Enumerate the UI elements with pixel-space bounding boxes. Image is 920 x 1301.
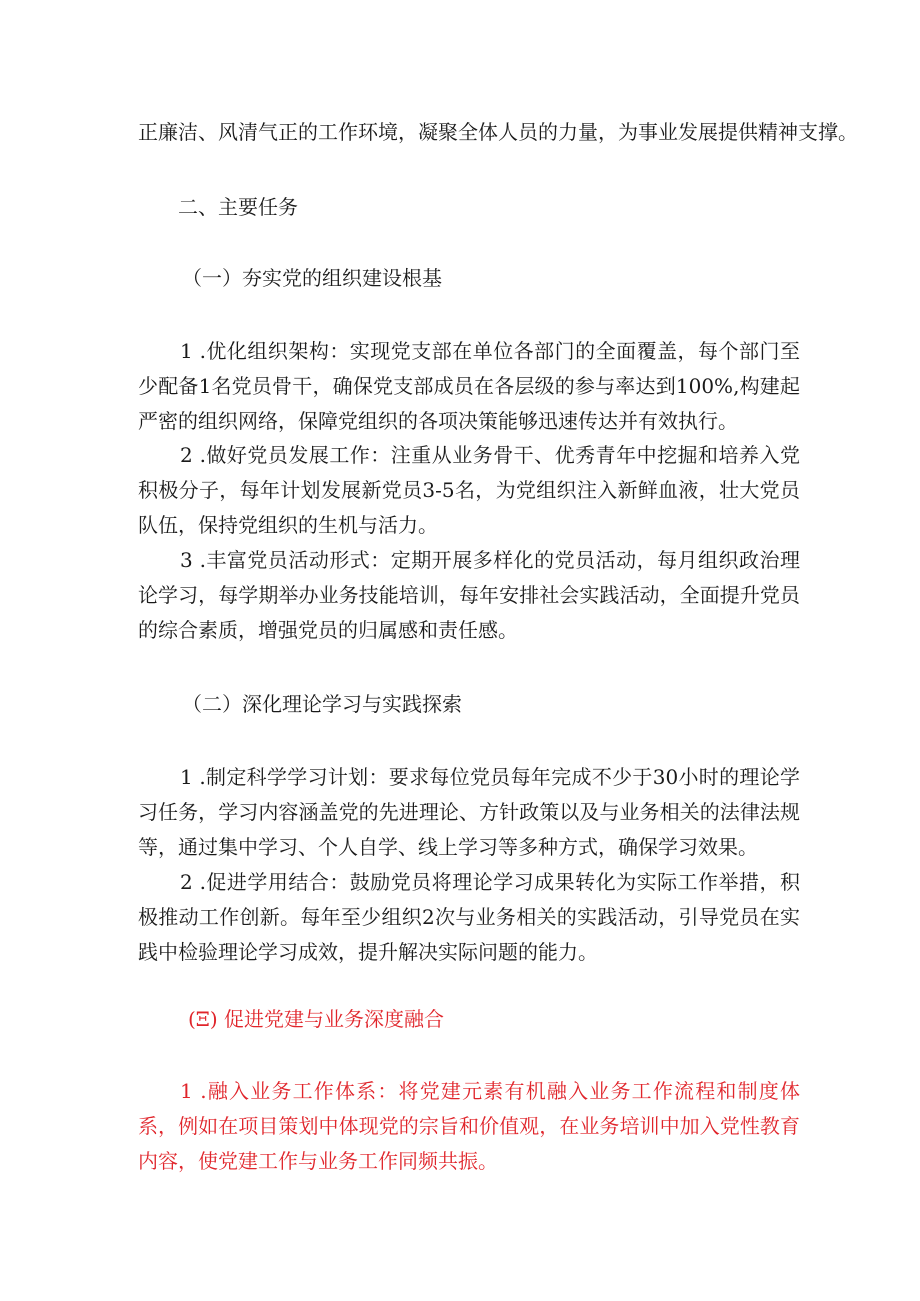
section-two-heading: 二、主要任务	[178, 195, 298, 219]
opening-line: 正廉洁、风清气正的工作环境，凝聚全体人员的力量，为事业发展提供精神支撑。	[138, 120, 858, 144]
sub1-item-2: 2 .做好党员发展工作：注重从业务骨干、优秀青年中挖掘和培养入党积极分子，每年计划发展新党员3-5名，为党组织注入新鲜血液，壮大党员队伍，保持党组织的生机与活力。	[138, 443, 800, 537]
sub1-item-3: 3 .丰富党员活动形式：定期开展多样化的党员活动，每月组织政治理论学习，每学期举办业务技能培训，每年安排社会实践活动，全面提升党员的综合素质，增强党员的归属感和责任感。	[138, 548, 800, 642]
sub2-item-1: 1 .制定科学学习计划：要求每位党员每年完成不少于30小时的理论学习任务，学习内容涵盖党的先进理论、方针政策以及与业务相关的法律法规等，通过集中学习、个人自学、线上学习等多种方式，确保学习效果。	[138, 765, 800, 859]
sub3-item-1: 1 .融入业务工作体系：将党建元素有机融入业务工作流程和制度体系，例如在项目策划中体现党的宗旨和价值观，在业务培训中加入党性教育内容，使党建工作与业务工作同频共振。	[138, 1079, 800, 1173]
sub2-item-2: 2 .促进学用结合：鼓励党员将理论学习成果转化为实际工作举措，积极推动工作创新。每年至少组织2次与业务相关的实践活动，引导党员在实践中检验理论学习成效，提升解决实际问题的能力。	[138, 870, 800, 964]
sub1-item-1: 1 .优化组织架构：实现党支部在单位各部门的全面覆盖，每个部门至少配备1名党员骨干，确保党支部成员在各层级的参与率达到100%,构建起严密的组织网络，保障党组织的各项决策能够迅速传达并有效执行。	[138, 339, 800, 433]
subsection-two-heading: （二）深化理论学习与实践探索	[182, 692, 462, 716]
subsection-three-heading: (Ξ) 促进党建与业务深度融合	[188, 1007, 445, 1031]
subsection-one-heading: （一）夯实党的组织建设根基	[182, 266, 442, 290]
